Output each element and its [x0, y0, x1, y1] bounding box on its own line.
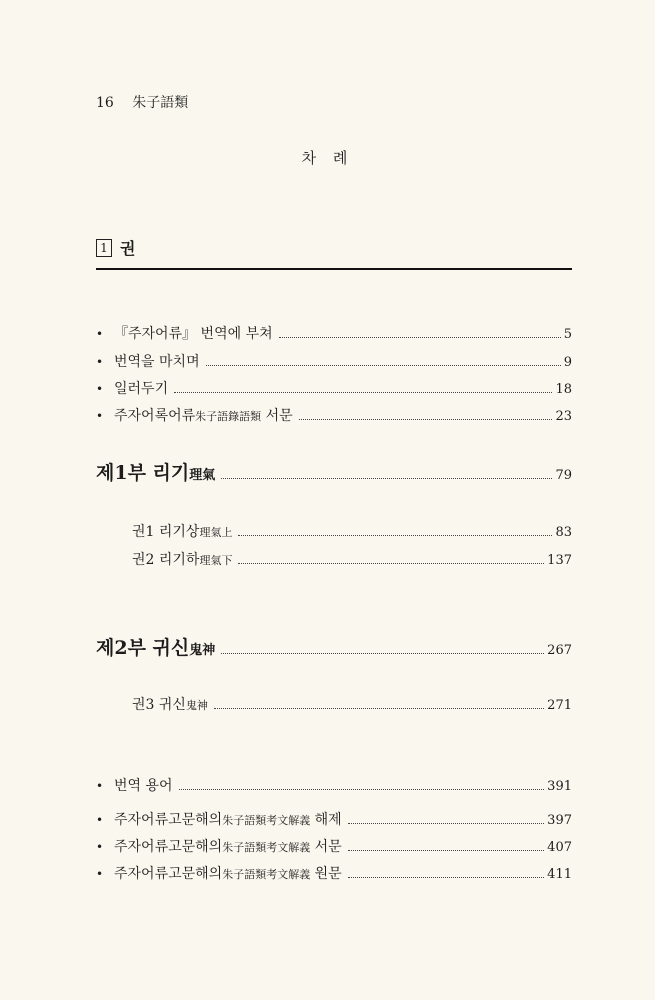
dot-leader: [279, 337, 561, 338]
bullet-icon: •: [96, 840, 104, 854]
entry-title: 『주자어류』 번역에 부쳐: [114, 326, 273, 342]
chapter-page: 83: [555, 525, 572, 540]
part-page: 79: [555, 468, 572, 483]
chapter-page: 137: [547, 553, 572, 568]
dot-leader: [299, 419, 553, 420]
dot-leader: [174, 392, 552, 393]
entry-page: 5: [563, 327, 572, 342]
book-title: 朱子語類: [132, 95, 189, 111]
dot-leader: [221, 653, 544, 654]
entry-page: 411: [547, 867, 572, 882]
entry-title: 주자어록어류朱子語錄語類 서문: [114, 408, 293, 424]
entry-title: 주자어류고문해의朱子語類考文解義 원문: [114, 866, 342, 882]
bullet-icon: •: [96, 382, 104, 396]
volume-number-box: 1: [96, 239, 112, 257]
toc-entry[interactable]: [96, 351, 572, 371]
part-title: 제2부 귀신鬼神: [96, 637, 216, 659]
entry-title: 주자어류고문해의朱子語類考文解義 서문: [114, 839, 342, 855]
toc-title: 차 례: [301, 149, 354, 167]
toc-entry[interactable]: [96, 863, 572, 883]
chapter-title: 권3 귀신鬼神: [132, 697, 208, 713]
dot-leader: [238, 563, 544, 564]
dot-leader: [238, 535, 552, 536]
entry-title: 일러두기: [114, 381, 169, 397]
entry-page: 18: [555, 382, 572, 397]
chapter-title: 권1 리기상理氣上: [132, 524, 233, 540]
bullet-icon: •: [96, 867, 104, 881]
part-heading[interactable]: [96, 458, 572, 485]
entry-page: 397: [547, 813, 572, 828]
bullet-icon: •: [96, 327, 104, 341]
entry-page: 9: [563, 355, 572, 370]
dot-leader: [214, 708, 544, 709]
running-header: [96, 92, 188, 112]
toc-entry[interactable]: [96, 775, 572, 795]
heading-rule: [96, 268, 572, 270]
part-page: 267: [547, 643, 572, 658]
chapter-page: 271: [547, 698, 572, 713]
bullet-icon: •: [96, 409, 104, 423]
bullet-icon: •: [96, 779, 104, 793]
dot-leader: [221, 478, 552, 479]
toc-entry[interactable]: [96, 836, 572, 856]
dot-leader: [206, 365, 561, 366]
entry-title: 번역 용어: [114, 778, 173, 794]
entry-page: 407: [547, 840, 572, 855]
part-title: 제1부 리기理氣: [96, 462, 216, 484]
volume-heading: [96, 236, 135, 259]
volume-label: 권: [120, 239, 136, 258]
toc-entry[interactable]: [96, 809, 572, 829]
dot-leader: [179, 789, 545, 790]
entry-page: 391: [547, 779, 572, 794]
entry-title: 번역을 마치며: [114, 354, 200, 370]
chapter-entry[interactable]: [132, 549, 572, 569]
entry-title: 주자어류고문해의朱子語類考文解義 해제: [114, 812, 342, 828]
chapter-entry[interactable]: [132, 694, 572, 714]
toc-entry[interactable]: [96, 323, 572, 343]
dot-leader: [348, 850, 544, 851]
toc-entry[interactable]: [96, 405, 572, 425]
bullet-icon: •: [96, 355, 104, 369]
bullet-icon: •: [96, 813, 104, 827]
entry-page: 23: [555, 409, 572, 424]
chapter-title: 권2 리기하理氣下: [132, 552, 233, 568]
toc-entry[interactable]: [96, 378, 572, 398]
dot-leader: [348, 877, 544, 878]
dot-leader: [348, 823, 544, 824]
part-heading[interactable]: [96, 633, 572, 660]
chapter-entry[interactable]: [132, 521, 572, 541]
page-number: 16: [96, 95, 114, 111]
